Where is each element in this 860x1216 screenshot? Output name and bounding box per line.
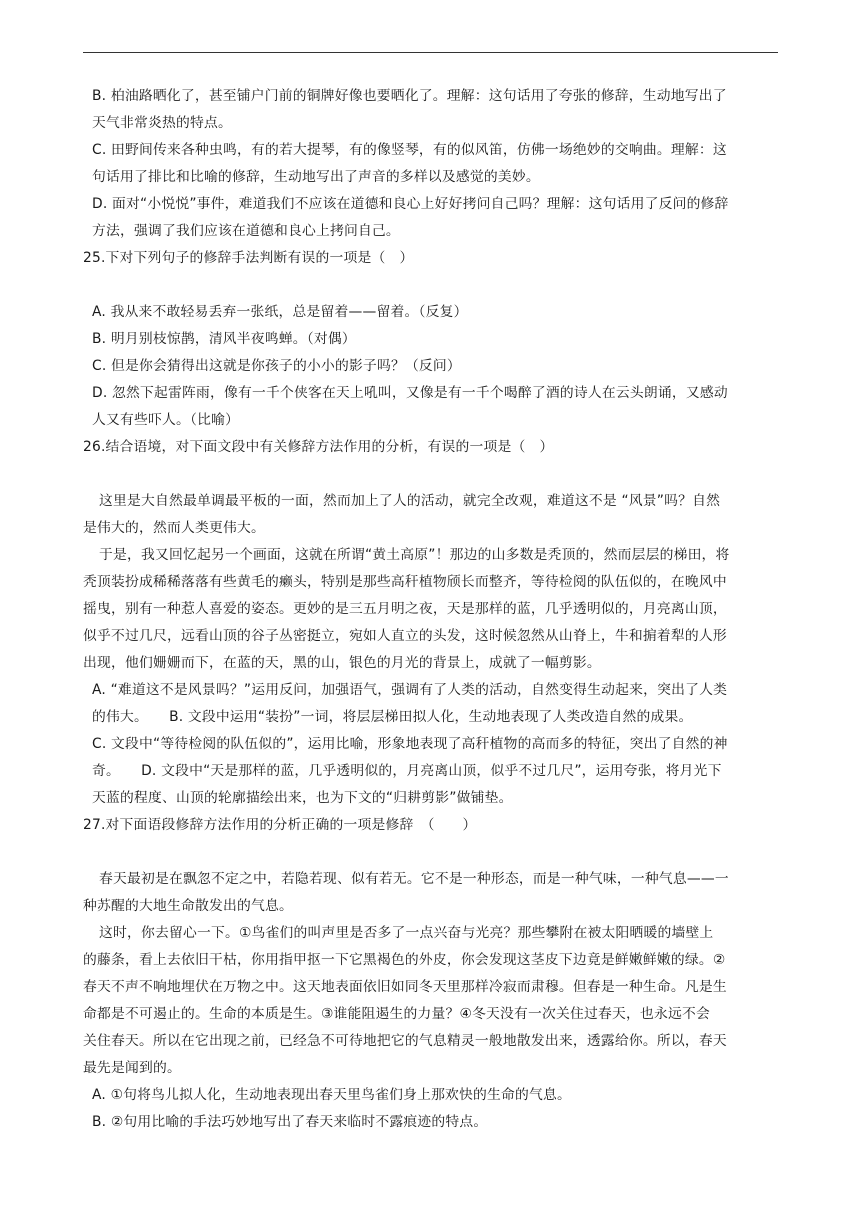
q26-passage-line4: 秃顶装扮成稀稀落落有些黄毛的癞头，特别是那些高秆植物颀长而整齐，等待检阅的队伍似的，在晚风中 (83, 574, 727, 590)
q25-option-c: C. 但是你会猜得出这就是你孩子的小小的影子吗？（反问） (92, 358, 461, 374)
q26-passage-line3: 于是，我又回忆起另一个画面，这就在所谓“黄土高原”！那边的山多数是秃顶的，然而层层的梯田，将 (99, 547, 730, 563)
q26-passage-line7: 出现，他们姗姗而下，在蓝的天，黑的山，银色的月光的背景上，成就了一幅剪影。 (83, 655, 601, 671)
q27-passage-line2: 种苏醒的大地生命散发出的气息。 (83, 898, 293, 914)
q26-passage-line1: 这里是大自然最单调最平板的一面，然而加上了人的活动，就完全改观，难道这不是 “风景”吗？自然 (99, 493, 721, 509)
q24-option-c-line2: 句话用了排比和比喻的修辞，生动地写出了声音的多样以及感觉的美妙。 (92, 169, 540, 185)
q27-option-b: B. ②句用比喻的手法巧妙地写出了春天来临时不露痕迹的特点。 (92, 1114, 488, 1130)
q24-option-b-line2: 天气非常炎热的特点。 (92, 115, 232, 131)
q27-option-a: A. ①句将鸟儿拟人化，生动地表现出春天里鸟雀们身上那欢快的生命的气息。 (92, 1087, 572, 1103)
q26-passage-line2: 是伟大的，然而人类更伟大。 (83, 520, 265, 536)
q27-passage-line7: 关住春天。所以在它出现之前，已经急不可待地把它的气息精灵一般地散发出来，透露给你。所以，春天 (83, 1033, 727, 1049)
q26-option-c-line1: C. 文段中“等待检阅的队伍似的”，运用比喻，形象地表现了高秆植物的高而多的特征，突出了自然的神 (92, 736, 728, 752)
q24-option-d-line1: D. 面对“小悦悦”事件，难道我们不应该在道德和良心上好好拷问自己吗？理解：这句话用了反问的修辞 (92, 196, 729, 212)
q24-option-b-line1: B. 柏油路晒化了，甚至铺户门前的铜牌好像也要晒化了。理解：这句话用了夸张的修辞，生动地写出了 (92, 88, 727, 104)
q25-option-a: A. 我从来不敢轻易丢弃一张纸，总是留着——留着。（反复） (92, 304, 468, 320)
q27-passage-line3: 这时，你去留心一下。①鸟雀们的叫声里是否多了一点兴奋与光亮？那些攀附在被太阳晒暖的墙壁上 (99, 925, 714, 941)
q26-option-d-line2: 天蓝的程度、山顶的轮廓描绘出来，也为下文的“归耕剪影”做铺垫。 (92, 790, 513, 806)
q27-passage-line1: 春天最初是在飘忽不定之中，若隐若现、似有若无。它不是一种形态，而是一种气味，一种气息——一 (99, 871, 729, 887)
q25-option-d-line2: 人又有些吓人。（比喻） (92, 412, 240, 428)
q26-stem: 26.结合语境，对下面文段中有关修辞方法作用的分析，有误的一项是（ ） (83, 439, 554, 455)
q27-passage-line6: 命都是不可遏止的。生命的本质是生。③谁能阻遏生的力量？④冬天没有一次关住过春天，也永远不会 (83, 1006, 711, 1022)
q27-passage-line8: 最先是闻到的。 (83, 1060, 181, 1076)
q26-passage-line6: 似乎不过几尺，远看山顶的谷子丛密挺立，宛如人直立的头发，这时候忽然从山脊上，牛和掮着犁的人形 (83, 628, 727, 644)
q27-passage-line4: 的藤条，看上去依旧干枯，你用指甲抠一下它黑褐色的外皮，你会发现这茎皮下边竟是鲜嫩鲜嫩的绿。② (83, 952, 726, 968)
q24-option-c-line1: C. 田野间传来各种虫鸣，有的若大提琴，有的像竖琴，有的似风笛，仿佛一场绝妙的交响曲。理解：这 (92, 142, 727, 158)
q26-option-c-d-line: 奇。 D. 文段中“天是那样的蓝，几乎透明似的，月亮离山顶，似乎不过几尺”，运用夸张，将月光下 (92, 763, 722, 779)
q27-passage-line5: 春天不声不响地埋伏在万物之中。这天地表面依旧如同冬天里那样冷寂而肃穆。但春是一种生命。凡是生 (83, 979, 727, 995)
q26-option-a-line1: A. “难道这不是风景吗？”运用反问，加强语气，强调有了人类的活动，自然变得生动起来，突出了人类 (92, 682, 728, 698)
q26-option-a-b-line: 的伟大。 B. 文段中运用“装扮”一词，将层层梯田拟人化，生动地表现了人类改造自然的成果。 (92, 709, 693, 725)
q25-option-d-line1: D. 忽然下起雷阵雨，像有一千个侠客在天上吼叫，又像是有一千个喝醉了酒的诗人在云头朗诵，又感动 (92, 385, 728, 401)
q27-stem: 27.对下面语段修辞方法作用的分析正确的一项是修辞 （ ） (83, 817, 477, 833)
q24-option-d-line2: 方法，强调了我们应该在道德和良心上拷问自己。 (92, 223, 400, 239)
q25-stem: 25.下对下列句子的修辞手法判断有误的一项是（ ） (83, 250, 414, 266)
header-rule (83, 52, 778, 53)
q26-passage-line5: 摇曳，别有一种惹人喜爱的姿态。更妙的是三五月明之夜，天是那样的蓝，几乎透明似的，月亮离山顶， (83, 601, 727, 617)
q25-option-b: B. 明月别枝惊鹊，清风半夜鸣蝉。（对偶） (92, 331, 356, 347)
